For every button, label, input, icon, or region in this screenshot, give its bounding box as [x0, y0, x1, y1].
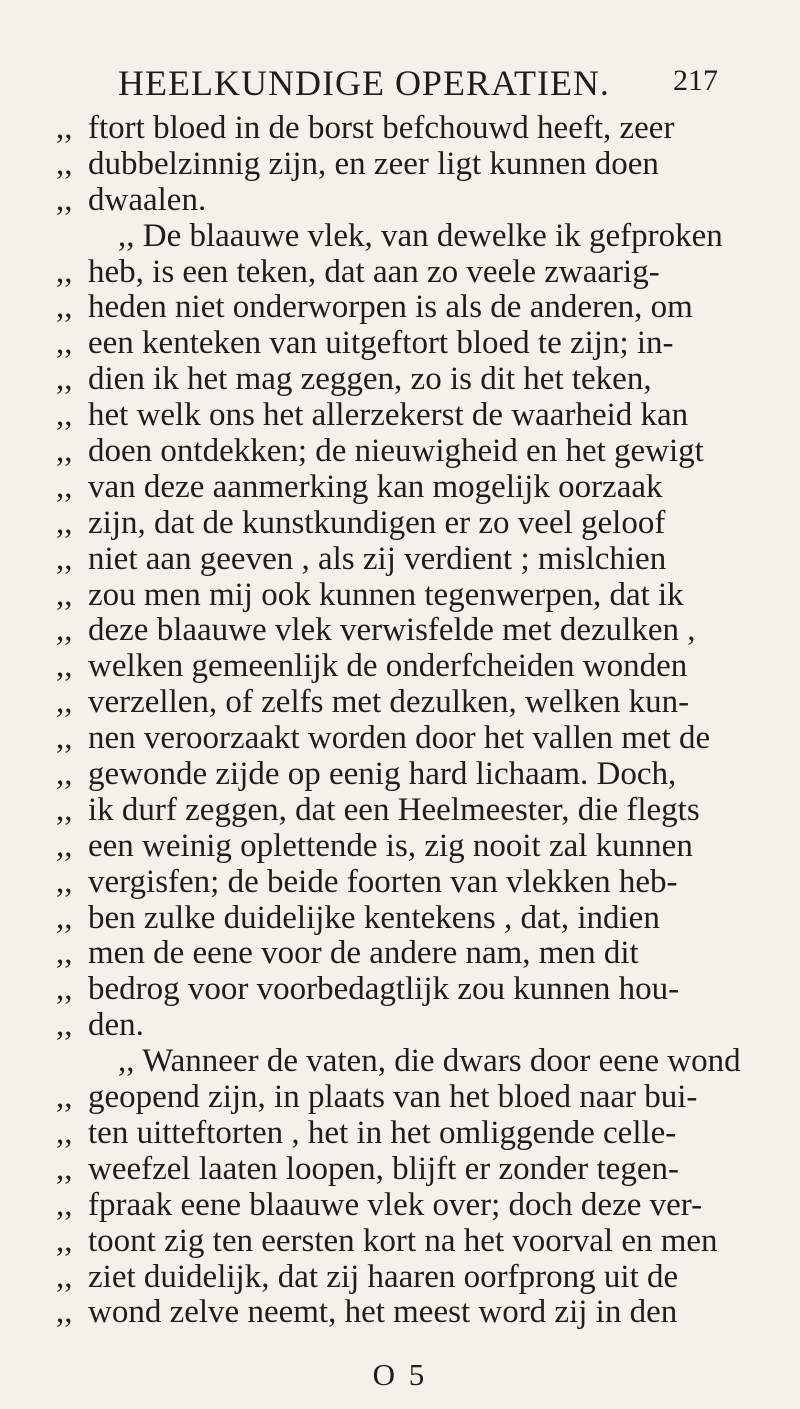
- text-line: [0, 577, 800, 613]
- quote-mark: ,,: [56, 612, 73, 649]
- text-line: [0, 1079, 800, 1115]
- quote-mark: ,,: [56, 791, 73, 828]
- text-line: [0, 684, 800, 720]
- text-line: [0, 254, 800, 290]
- quote-mark: ,,: [56, 540, 73, 577]
- quote-mark: ,,: [56, 971, 73, 1008]
- quote-mark: ,,: [56, 253, 73, 290]
- text-line: [0, 433, 800, 469]
- line-text: nen veroorzaakt worden door het vallen met de: [88, 720, 711, 757]
- line-text: een weinig oplettende is, zig nooit zal kunnen: [88, 827, 693, 864]
- quote-mark: ,,: [56, 827, 73, 864]
- quote-mark: ,,: [56, 684, 73, 721]
- text-line: [0, 1223, 800, 1259]
- line-text: gewonde zijde op eenig hard lichaam. Doch,: [88, 756, 677, 793]
- quote-mark: ,,: [56, 145, 73, 182]
- quote-mark: ,,: [56, 1114, 73, 1151]
- text-line: [0, 720, 800, 756]
- text-line: [0, 971, 800, 1007]
- line-text: doen ontdekken; de nieuwigheid en het gewigt: [88, 433, 704, 470]
- body-text: [0, 110, 800, 1330]
- line-text: wond zelve neemt, het meest word zij in den: [88, 1294, 678, 1331]
- text-line: [0, 325, 800, 361]
- quote-mark: ,,: [56, 397, 73, 434]
- text-line: [0, 792, 800, 828]
- line-text: deze blaauwe vlek verwisfelde met dezulken ,: [88, 612, 696, 649]
- line-text: van deze aanmerking kan mogelijk oorzaak: [88, 468, 663, 505]
- quote-mark: ,,: [56, 504, 73, 541]
- quote-mark: ,,: [56, 110, 73, 146]
- line-text: toont zig ten eersten kort na het voorval en men: [88, 1222, 718, 1259]
- line-text: fpraak eene blaauwe vlek over; doch deze ver-: [88, 1186, 703, 1223]
- line-text: ftort bloed in de borst befchouwd heeft, zeer: [88, 110, 675, 146]
- line-text: heden niet onderworpen is als de anderen, om: [88, 289, 693, 326]
- text-line: [0, 218, 800, 254]
- page-number: 217: [673, 64, 718, 97]
- quote-mark: ,,: [56, 289, 73, 326]
- text-line: [0, 1294, 800, 1330]
- text-line: [0, 361, 800, 397]
- text-line: [0, 505, 800, 541]
- line-text: niet aan geeven , als zij verdient ; mislchien: [88, 540, 667, 577]
- quote-mark: ,,: [56, 1258, 73, 1295]
- quote-mark: ,,: [56, 468, 73, 505]
- quote-mark: ,,: [56, 361, 73, 398]
- line-text: ,, Wanneer de vaten, die dwars door eene wond: [118, 1043, 741, 1080]
- quote-mark: ,,: [56, 1186, 73, 1223]
- quote-mark: ,,: [56, 1079, 73, 1116]
- text-line: [0, 1187, 800, 1223]
- text-line: [0, 469, 800, 505]
- text-line: [0, 146, 800, 182]
- text-line: [0, 1259, 800, 1295]
- quote-mark: ,,: [56, 756, 73, 793]
- signature-mark: O 5: [372, 1357, 428, 1392]
- line-text: zou men mij ook kunnen tegenwerpen, dat ik: [88, 576, 684, 613]
- line-text: ben zulke duidelijke kentekens , dat, indien: [88, 899, 660, 936]
- line-text: welken gemeenlijk de onderfcheiden wonden: [88, 648, 688, 685]
- text-line: [0, 289, 800, 325]
- line-text: ten uitteftorten , het in het omliggende celle-: [88, 1114, 677, 1151]
- line-text: men de eene voor de andere nam, men dit: [88, 935, 639, 972]
- text-line: [0, 182, 800, 218]
- line-text: een kenteken van uitgeftort bloed te zijn; in-: [88, 325, 674, 362]
- line-text: den.: [88, 1007, 144, 1044]
- quote-mark: ,,: [56, 863, 73, 900]
- quote-mark: ,,: [56, 935, 73, 972]
- quote-mark: ,,: [56, 325, 73, 362]
- text-line: [0, 612, 800, 648]
- line-text: vergisfen; de beide foorten van vlekken heb-: [88, 863, 678, 900]
- quote-mark: ,,: [56, 1150, 73, 1187]
- line-text: zijn, dat de kunstkundigen er zo veel geloof: [88, 504, 666, 541]
- line-text: ik durf zeggen, dat een Heelmeester, die flegts: [88, 791, 700, 828]
- line-text: heb, is een teken, dat aan zo veele zwaarig-: [88, 253, 660, 290]
- text-line: [0, 864, 800, 900]
- text-line: [0, 935, 800, 971]
- text-line: [0, 1007, 800, 1043]
- line-text: verzellen, of zelfs met dezulken, welken kun-: [88, 684, 690, 721]
- line-text: weefzel laaten loopen, blijft er zonder tegen-: [88, 1150, 679, 1187]
- quote-mark: ,,: [56, 576, 73, 613]
- quote-mark: ,,: [56, 1294, 73, 1331]
- quote-mark: ,,: [56, 899, 73, 936]
- quote-mark: ,,: [56, 648, 73, 685]
- quote-mark: ,,: [56, 1007, 73, 1044]
- text-line: [0, 110, 800, 146]
- text-line: [0, 1043, 800, 1079]
- line-text: ziet duidelijk, dat zij haaren oorfprong uit de: [88, 1258, 679, 1295]
- line-text: dwaalen.: [88, 181, 207, 218]
- text-line: [0, 1115, 800, 1151]
- text-line: [0, 1151, 800, 1187]
- text-line: [0, 756, 800, 792]
- text-line: [0, 828, 800, 864]
- line-text: het welk ons het allerzekerst de waarheid kan: [88, 397, 689, 434]
- quote-mark: ,,: [56, 720, 73, 757]
- line-text: dien ik het mag zeggen, zo is dit het teken,: [88, 361, 652, 398]
- quote-mark: ,,: [56, 181, 73, 218]
- page-header: [118, 62, 718, 106]
- line-text: geopend zijn, in plaats van het bloed naar bui-: [88, 1079, 698, 1116]
- text-line: [0, 397, 800, 433]
- text-line: [0, 541, 800, 577]
- running-title: HEELKUNDIGE OPERATIEN.: [118, 63, 610, 103]
- quote-mark: ,,: [56, 433, 73, 470]
- line-text: bedrog voor voorbedagtlijk zou kunnen hou-: [88, 971, 680, 1008]
- quote-mark: ,,: [56, 1222, 73, 1259]
- line-text: dubbelzinnig zijn, en zeer ligt kunnen doen: [88, 145, 659, 182]
- text-line: [0, 900, 800, 936]
- text-line: [0, 648, 800, 684]
- line-text: ,, De blaauwe vlek, van dewelke ik gefproken: [118, 217, 723, 254]
